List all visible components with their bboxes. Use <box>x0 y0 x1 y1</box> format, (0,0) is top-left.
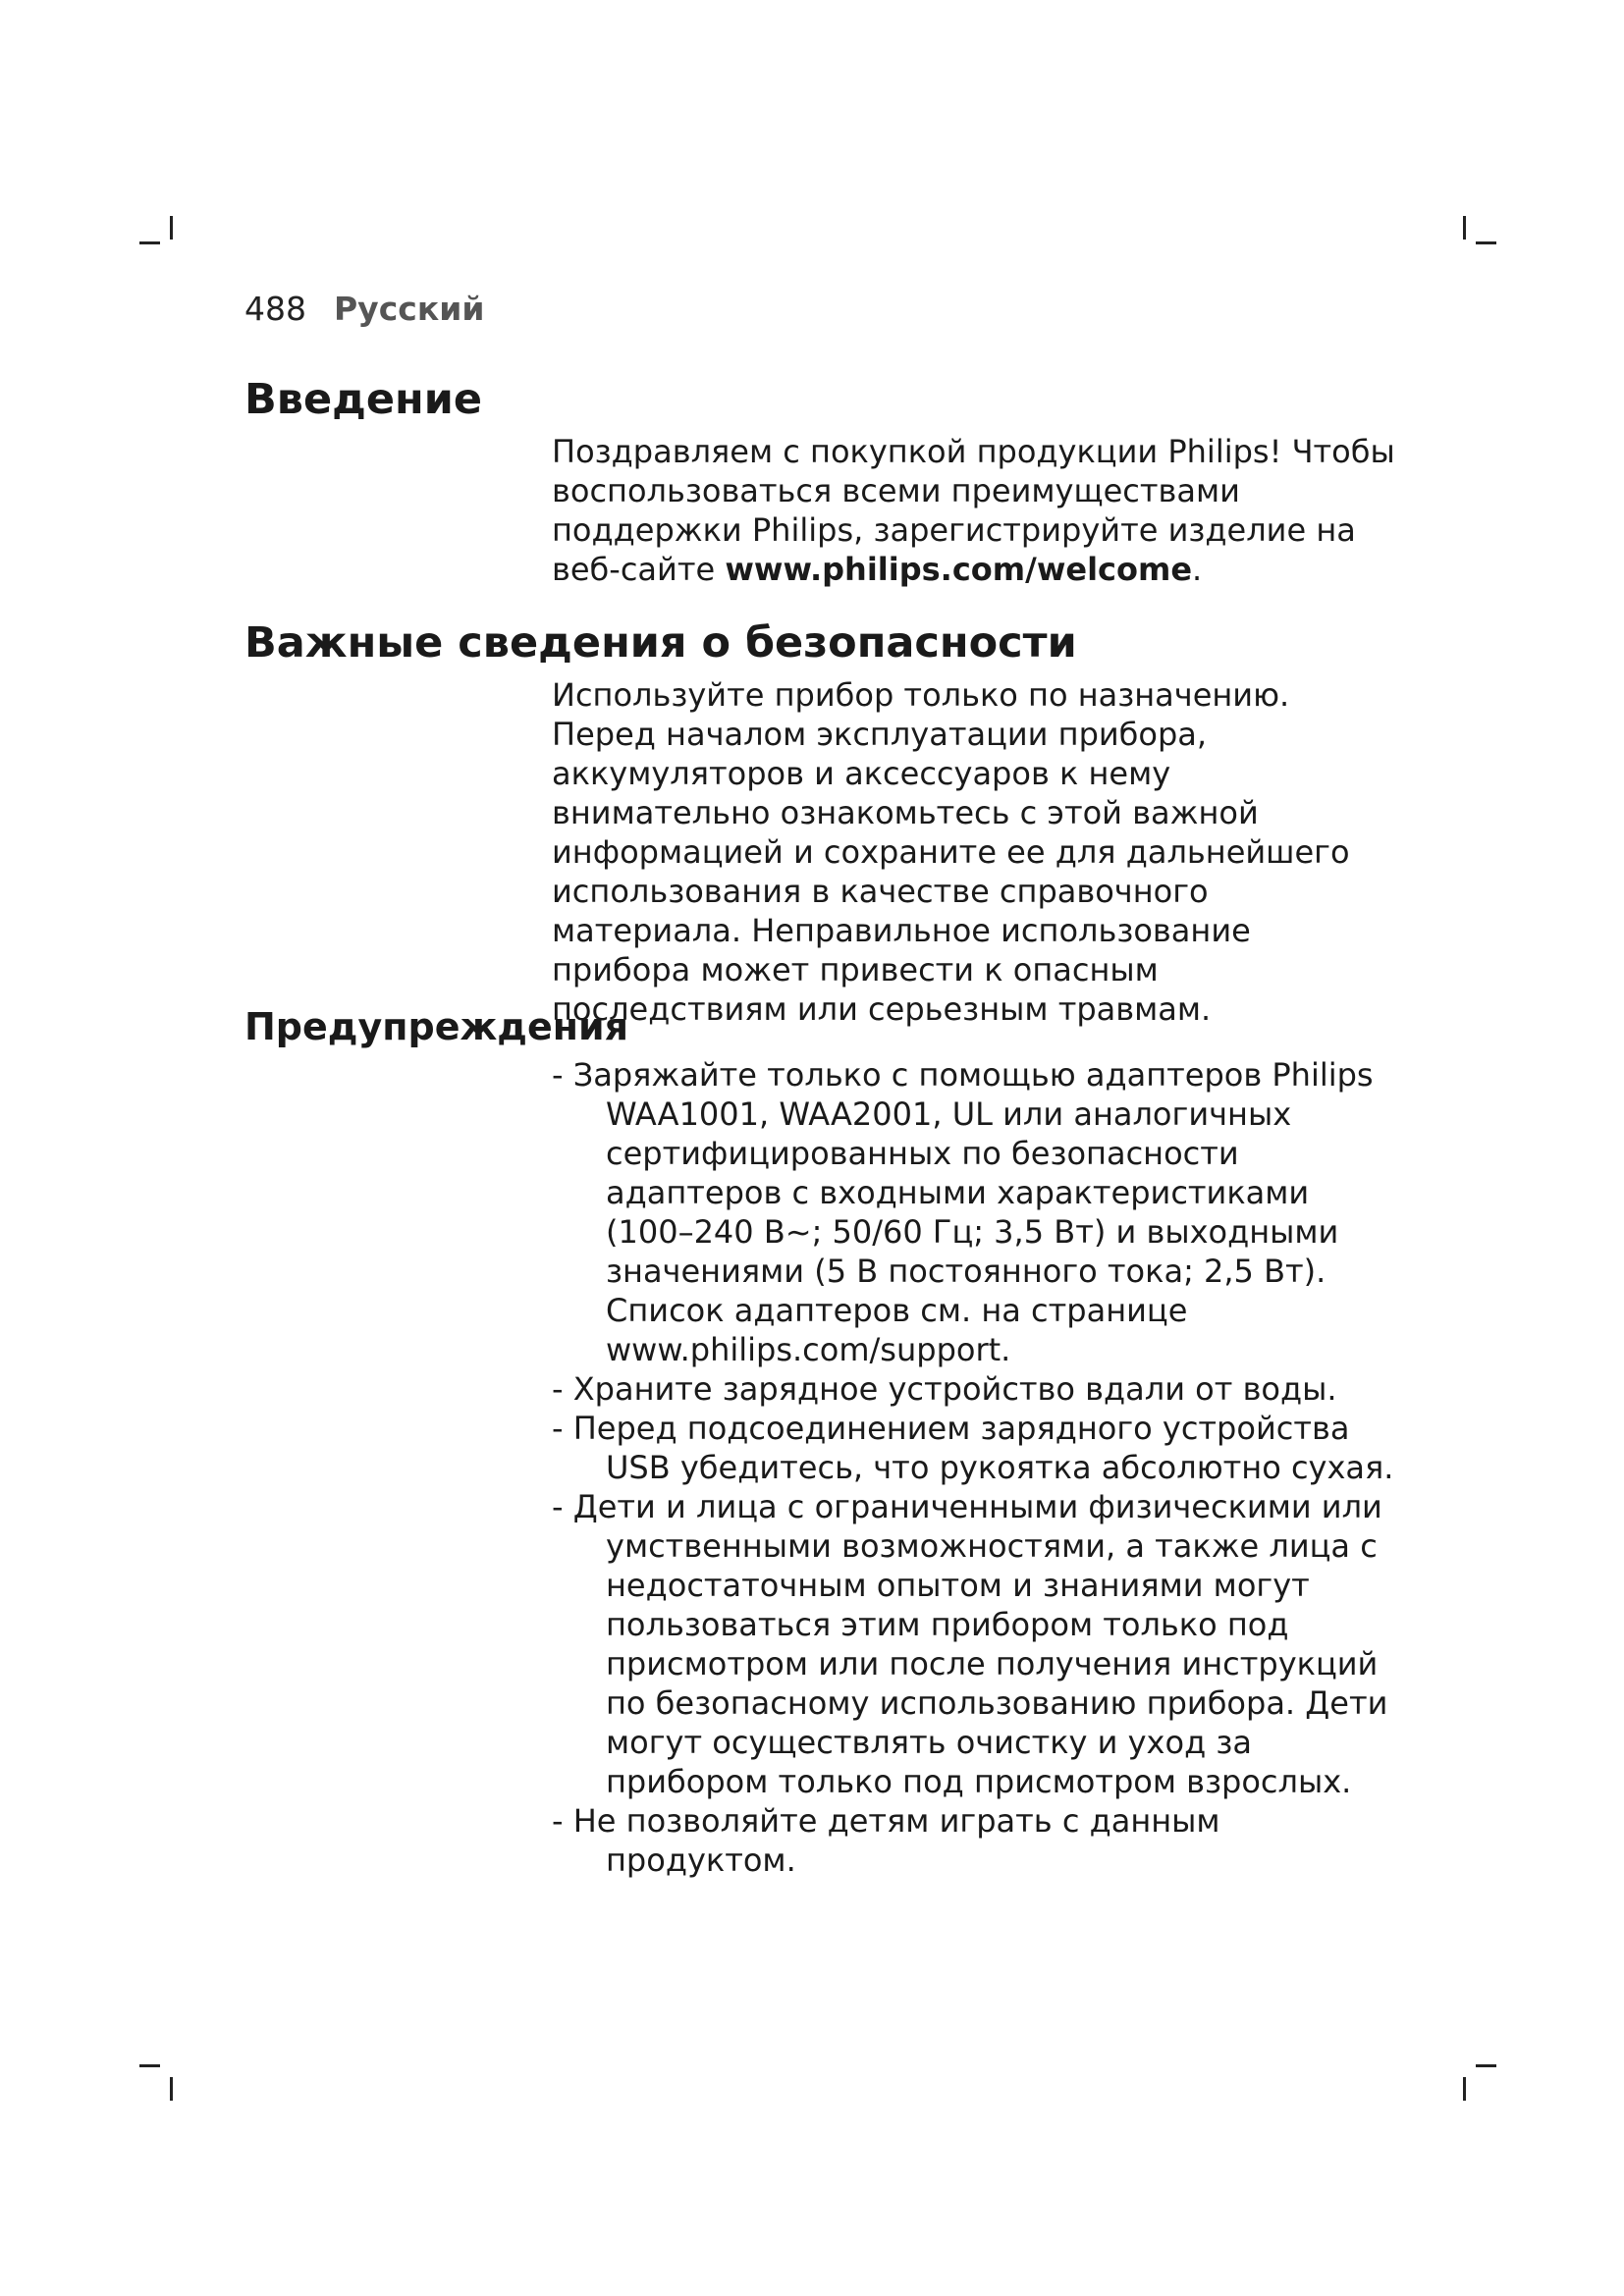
intro-text: Поздравляем с покупкой продукции Philips! Чтобы воспользоваться всеми преимуществами поддержки Philips, зарегистрируйте изделие на веб-сайте <box>552 433 1395 588</box>
welcome-url-link[interactable]: www.philips.com/welcome <box>725 551 1193 588</box>
warning-item: - Не позволяйте детям играть с данным продуктом. <box>552 1801 1396 1880</box>
warnings-list <box>552 1055 1396 1880</box>
crop-mark-bottom-left-v <box>170 2077 173 2101</box>
warning-item: - Храните зарядное устройство вдали от воды. <box>552 1369 1396 1409</box>
crop-mark-bottom-left-h <box>139 2064 160 2067</box>
warnings-heading: Предупреждения <box>244 1005 629 1048</box>
crop-mark-bottom-right-v <box>1463 2077 1466 2101</box>
language-label: Русский <box>334 290 485 328</box>
page-number: 488 <box>244 290 306 328</box>
warning-item: - Перед подсоединением зарядного устройства USB убедитесь, что рукоятка абсолютно сухая. <box>552 1409 1396 1487</box>
crop-mark-top-left-v <box>170 216 173 240</box>
crop-mark-top-right-h <box>1476 241 1496 244</box>
warning-item: - Дети и лица с ограниченными физическими или умственными возможностями, а также лица с недостаточным опытом и знаниями могут пользоваться этим прибором только под присмотром или после получения инструкций по безопасному использованию прибора. Дети могут осуществлять очистку и уход за прибором только под присмотром взрослых. <box>552 1487 1396 1801</box>
crop-mark-top-left-h <box>139 241 160 244</box>
intro-paragraph <box>552 432 1396 589</box>
safety-heading: Важные сведения о безопасности <box>244 618 1077 667</box>
intro-heading: Введение <box>244 375 483 424</box>
crop-mark-bottom-right-h <box>1476 2064 1496 2067</box>
crop-mark-top-right-v <box>1463 216 1466 240</box>
intro-text-end: . <box>1192 551 1203 588</box>
safety-paragraph: Используйте прибор только по назначению. Перед началом эксплуатации прибора, аккумуляторов и аксессуаров к нему внимательно ознакомьтесь с этой важной информацией и сохраните ее для дальнейшего использования в качестве справочного материала. Неправильное использование прибора может привести к опасным последствиям или серьезным травмам. <box>552 676 1350 1028</box>
running-header <box>244 290 484 329</box>
warning-item: - Заряжайте только с помощью адаптеров Philips WAA1001, WAA2001, UL или аналогичных сертифицированных по безопасности адаптеров с входными характеристиками (100–240 В~; 50/60 Гц; 3,5 Вт) и выходными значениями (5 В постоянного тока; 2,5 Вт). Список адаптеров см. на странице www.philips.com/support. <box>552 1055 1396 1369</box>
